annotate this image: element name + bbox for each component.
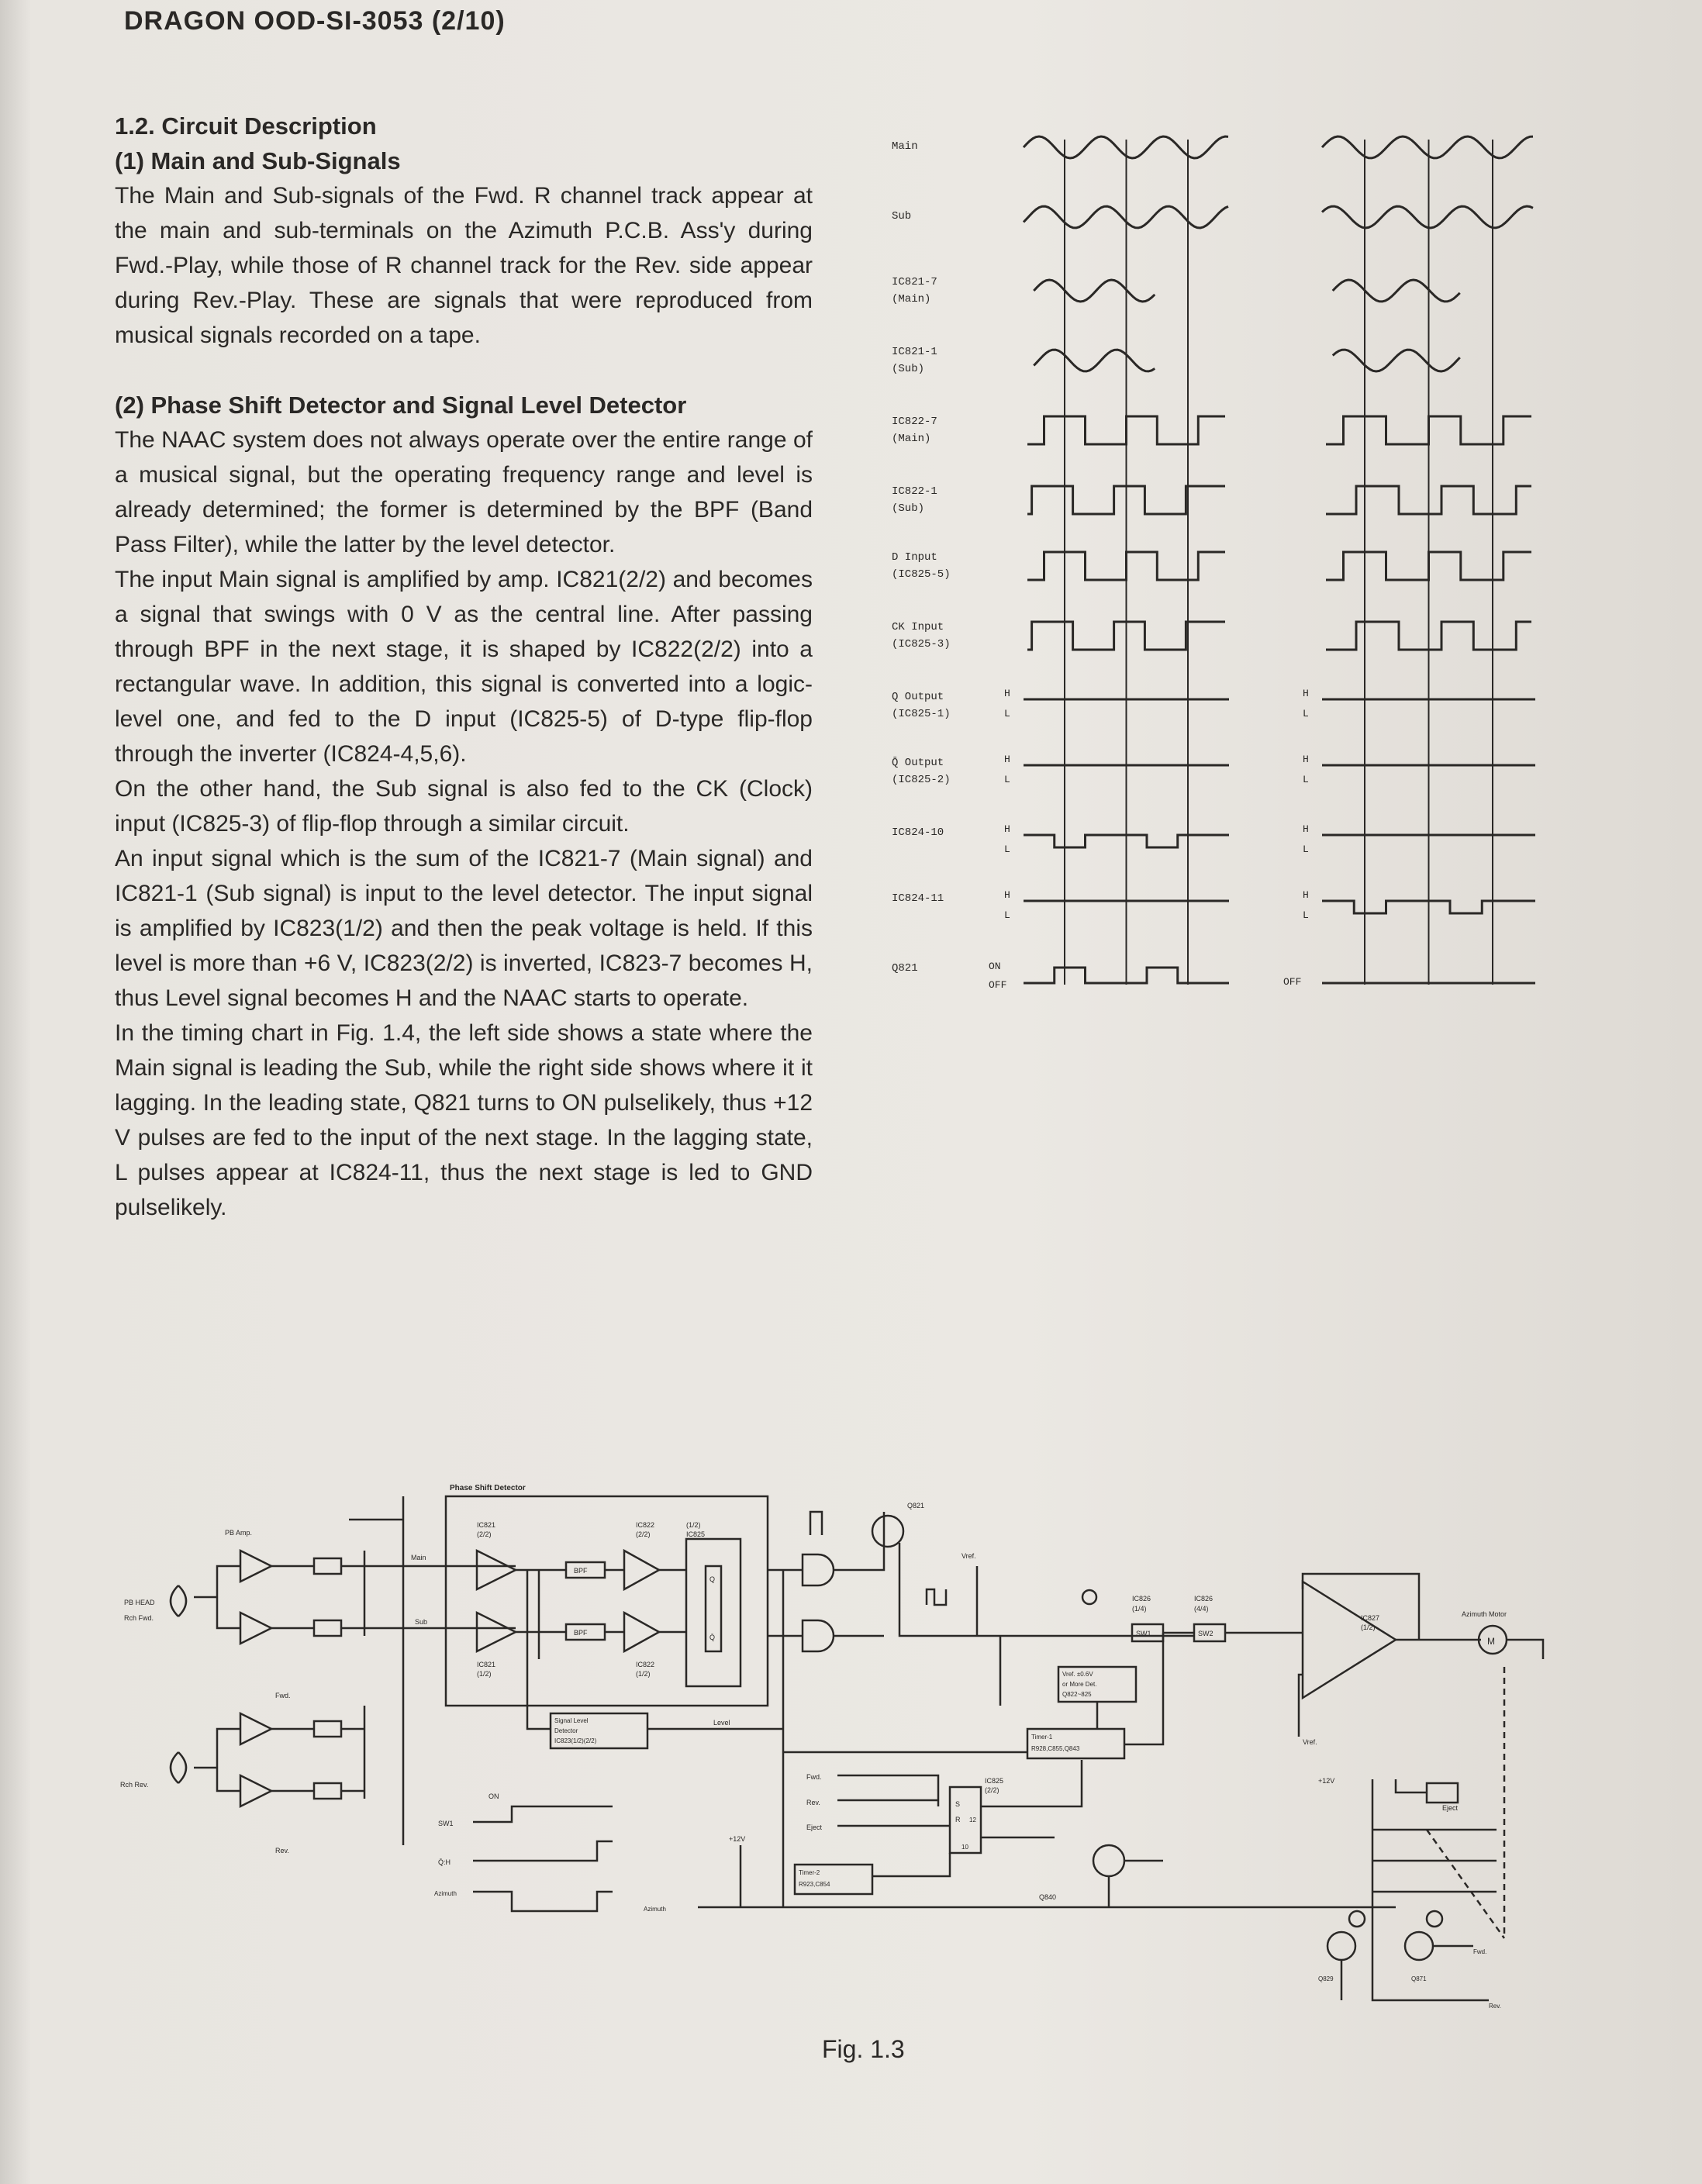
level-label: Level — [713, 1719, 730, 1727]
pb-amp-triangle — [240, 1613, 271, 1644]
eject-input-label: Eject — [806, 1823, 823, 1831]
main-sub-line — [364, 1566, 516, 1628]
pulse-symbol — [927, 1589, 946, 1605]
timing-level-high: H — [1004, 889, 1010, 901]
timing-row-label: Q Output — [892, 691, 944, 703]
fwd-label: Fwd. — [1473, 1948, 1487, 1955]
circuit-schematic — [109, 1473, 1582, 2062]
timing-row-sublabel: (IC825-2) — [892, 774, 951, 786]
led-indicator — [1349, 1911, 1365, 1927]
azimuth-waveform — [473, 1892, 613, 1911]
q821-label: Q821 — [907, 1502, 925, 1509]
ic822-b-part: (1/2) — [636, 1670, 651, 1678]
timing-level-high: H — [1303, 823, 1309, 835]
timing-sine-wave — [1322, 206, 1533, 228]
plus12v-label: +12V — [729, 1835, 746, 1843]
timing-sine-wave — [1333, 280, 1460, 302]
sw1-wave-label: SW1 — [438, 1820, 454, 1827]
timing-row-label: Main — [892, 140, 918, 153]
timing-level-high: H — [1303, 889, 1309, 901]
wire — [194, 1566, 240, 1791]
timing-level-low: L — [1004, 844, 1010, 855]
timer2-label: R923,C854 — [799, 1881, 830, 1888]
timing-row-label: Q821 — [892, 962, 918, 975]
subsection2-title: (2) Phase Shift Detector and Signal Level Detector — [115, 392, 687, 419]
timer2-label: Timer-2 — [799, 1869, 820, 1876]
ic821-a-label: IC821 — [477, 1521, 496, 1529]
paragraph: The NAAC system does not always operate over the entire range of a musical signal, but the operating frequency range and level is already determined; the former is determined by the BPF (Band Pass Filter), while the latter by the level detector. — [115, 427, 813, 557]
pulse-symbol — [810, 1512, 822, 1535]
ic822-a-part: (2/2) — [636, 1530, 651, 1538]
main-label: Main — [411, 1554, 426, 1561]
subsection1-text: The Main and Sub-signals of the Fwd. R channel track appear at the main and sub-terminals on the Azimuth P.C.B. Ass'y during Fwd.-Play, while those of R channel track for the Rev. side appear during Rev.-Play. These are signals that were reproduced from musical signals recorded on a tape. — [115, 183, 813, 348]
rch-rev-label: Rch Rev. — [120, 1781, 149, 1789]
wire — [516, 1570, 686, 1659]
q821-transistor — [872, 1516, 903, 1547]
led-indicator — [1427, 1911, 1442, 1927]
vref-det-label: Q822~825 — [1062, 1691, 1092, 1698]
timing-row-sublabel: (Sub) — [892, 502, 925, 515]
ic826-a-label: IC826 — [1132, 1595, 1151, 1603]
timing-q821-state: OFF — [1283, 976, 1302, 988]
on-label: ON — [489, 1792, 499, 1800]
timing-q821-state: OFF — [989, 979, 1007, 991]
ic827-label: IC827 — [1361, 1614, 1380, 1622]
qbar-pin-label: Q̄ — [709, 1634, 716, 1641]
ic825-a-part: (1/2) — [686, 1521, 701, 1529]
figure-caption: Fig. 1.3 — [822, 2035, 905, 2063]
ic826-a-part: (1/4) — [1132, 1605, 1147, 1613]
ic827-amp — [1303, 1582, 1396, 1698]
fwd-label: Fwd. — [275, 1692, 291, 1699]
timing-square-wave — [1027, 552, 1225, 580]
ic821-a-part: (2/2) — [477, 1530, 492, 1538]
section-title: 1.2. Circuit Description — [115, 112, 377, 140]
vref-label: Vref. — [1303, 1738, 1317, 1746]
timing-row-label: IC822-7 — [892, 416, 937, 428]
phase-shift-detector-label: Phase Shift Detector — [450, 1484, 526, 1492]
timing-level-low: L — [1004, 909, 1010, 921]
timing-square-wave — [1326, 552, 1531, 580]
pb-head-label: PB HEAD — [124, 1599, 155, 1606]
timing-row-sublabel: (IC825-1) — [892, 708, 951, 720]
timing-level-low: L — [1004, 774, 1010, 785]
rch-fwd-label: Rch Fwd. — [124, 1614, 154, 1622]
wire — [349, 1496, 403, 1845]
timing-sine-wave — [1333, 350, 1460, 371]
plus12v-label: +12V — [1318, 1777, 1335, 1785]
ic822-a-label: IC822 — [636, 1521, 655, 1529]
pin10-label: 10 — [961, 1844, 968, 1851]
timing-row-sublabel: (Main) — [892, 433, 931, 445]
switch-box — [314, 1783, 341, 1799]
pb-amp-triangle — [240, 1551, 271, 1582]
timing-sine-wave — [1322, 136, 1533, 158]
pb-amp-triangle — [240, 1713, 271, 1744]
timing-row-label: IC821-1 — [892, 346, 937, 358]
azimuth-label: Azimuth — [644, 1906, 666, 1913]
timing-level-high: H — [1303, 754, 1309, 765]
wire — [271, 1551, 364, 1799]
ic826-b-part: (4/4) — [1194, 1605, 1209, 1613]
wire — [1372, 1779, 1497, 2000]
timing-row-label: Q̄ Output — [892, 757, 944, 769]
timing-row-label: IC824-11 — [892, 892, 944, 905]
paragraph: In the timing chart in Fig. 1.4, the left side shows a state where the Main signal is leading the Sub, while the right side shows where it it lagging. In the leading state, Q821 turns to ON pulselikely, thus +12 V pulses are fed to the input of the next stage. In the lagging state, L pulses appear at IC824-11, thus the next stage is led to GND pulselikely. — [115, 1020, 813, 1220]
eject-relay — [1427, 1783, 1458, 1803]
signal-level-label: Detector — [554, 1727, 578, 1734]
timing-level-high: H — [1004, 754, 1010, 765]
wire — [783, 1633, 1163, 1907]
page-header: DRAGON OOD-SI-3053 (2/10) — [124, 6, 506, 36]
switch-box — [314, 1620, 341, 1636]
qh-waveform — [473, 1841, 613, 1861]
sub-label: Sub — [415, 1618, 428, 1626]
ic825-b-part: (2/2) — [985, 1786, 999, 1794]
pb-head-fwd — [171, 1585, 186, 1616]
wire — [768, 1512, 884, 1706]
motor-symbol: M — [1487, 1636, 1495, 1647]
wire — [1299, 1574, 1481, 1737]
timing-square-wave — [1027, 416, 1225, 444]
test-point — [1082, 1590, 1096, 1604]
ic821-sub-amp — [477, 1613, 516, 1651]
timing-level-low: L — [1303, 844, 1309, 855]
q829-label: Q829 — [1318, 1975, 1334, 1982]
q829-transistor — [1327, 1932, 1355, 1960]
rev-input-label: Rev. — [806, 1799, 820, 1806]
subsection1-title: (1) Main and Sub-Signals — [115, 147, 401, 174]
azimuth-wave-label: Azimuth — [434, 1890, 457, 1897]
timing-square-wave — [1326, 416, 1531, 444]
q871-label: Q871 — [1411, 1975, 1427, 1982]
timer1-label: R928,C855,Q843 — [1031, 1745, 1080, 1752]
timing-level-low: L — [1004, 708, 1010, 719]
timing-sine-wave — [1034, 280, 1155, 302]
timing-row-label: IC824-10 — [892, 826, 944, 839]
timing-sine-wave — [1034, 350, 1155, 371]
timing-row-label: IC821-7 — [892, 276, 937, 288]
wire — [981, 1760, 1082, 1837]
fwd-input-label: Fwd. — [806, 1773, 822, 1781]
bpf-label: BPF — [574, 1567, 588, 1575]
timing-level-high: H — [1004, 688, 1010, 699]
vref-det-label: Vref. ±0.6V — [1062, 1671, 1093, 1678]
q840-transistor — [1093, 1845, 1124, 1876]
q840-label: Q840 — [1039, 1893, 1057, 1901]
ic822-sub — [624, 1613, 659, 1651]
text-column — [115, 109, 813, 1225]
timer1-label: Timer-1 — [1031, 1734, 1053, 1741]
timing-level-low: L — [1303, 708, 1309, 719]
and-gate — [803, 1554, 834, 1585]
timing-row-sublabel: (IC825-5) — [892, 568, 951, 581]
vref-label: Vref. — [961, 1552, 976, 1560]
ic825-b-label: IC825 — [985, 1777, 1004, 1785]
timing-row-label: IC822-1 — [892, 485, 937, 498]
vref-det-label: or More Det. — [1062, 1681, 1097, 1688]
signal-level-label: Signal Level — [554, 1717, 589, 1724]
q871-transistor — [1405, 1932, 1433, 1960]
timing-row-label: D Input — [892, 551, 937, 564]
pb-amp-label: PB Amp. — [225, 1529, 253, 1537]
timing-level-high: H — [1004, 823, 1010, 835]
ic825-a-label: IC825 — [686, 1530, 706, 1538]
timing-chart — [868, 132, 1551, 1078]
timing-row-sublabel: (Main) — [892, 293, 931, 305]
ic821-b-label: IC821 — [477, 1661, 496, 1668]
circuit-schematic-svg — [109, 1473, 1582, 2062]
paragraph: On the other hand, the Sub signal is also fed to the CK (Clock) input (IC825-3) of flip-flop through a similar circuit. — [115, 776, 813, 837]
sw2-label: SW2 — [1198, 1630, 1213, 1637]
timing-row-sublabel: (IC825-3) — [892, 638, 951, 650]
ic822-b-label: IC822 — [636, 1661, 655, 1668]
ic822-main — [624, 1551, 659, 1589]
timing-level-high: H — [1303, 688, 1309, 699]
ic821-b-part: (1/2) — [477, 1670, 492, 1678]
timing-level-low: L — [1303, 774, 1309, 785]
sw1-waveform — [473, 1806, 613, 1822]
timing-row-label: CK Input — [892, 621, 944, 633]
ic826-b-label: IC826 — [1194, 1595, 1213, 1603]
ic827-part: (1/2) — [1361, 1623, 1376, 1631]
wire — [741, 1845, 950, 1907]
eject-label: Eject — [1442, 1804, 1459, 1812]
paragraph: An input signal which is the sum of the IC821-7 (Main signal) and IC821-1 (Sub signal) is input to the level detector. The input signal is amplified by IC823(1/2) and then the peak voltage is held. If this level is more than +6 V, IC823(2/2) is inverted, IC823-7 becomes H, thus Level signal becomes H and the NAAC starts to operate. — [115, 846, 813, 1011]
ic825-flipflop — [686, 1539, 741, 1686]
ic821-main-amp — [477, 1551, 516, 1589]
pin12-label: 12 — [969, 1817, 976, 1823]
wire — [1109, 1861, 1163, 1907]
pb-amp-triangle — [240, 1775, 271, 1806]
rev-label: Rev. — [275, 1847, 289, 1855]
wire — [1507, 1640, 1543, 1659]
timing-q821-state: ON — [989, 961, 1001, 972]
switch-box — [314, 1558, 341, 1574]
signal-level-label: IC823(1/2)(2/2) — [554, 1737, 597, 1744]
sw1-label: SW1 — [1136, 1630, 1151, 1637]
and-gate — [803, 1620, 834, 1651]
qh-wave-label: Q̄:H — [438, 1858, 451, 1866]
azimuth-motor-label: Azimuth Motor — [1462, 1610, 1507, 1618]
r-pin-label: R — [955, 1816, 961, 1823]
timing-level-low: L — [1303, 909, 1309, 921]
switch-box — [314, 1721, 341, 1737]
pb-head-rev — [171, 1752, 186, 1783]
timing-row-label: Sub — [892, 210, 912, 223]
q-pin-label: Q — [709, 1575, 716, 1583]
timing-chart-svg — [868, 132, 1551, 1078]
wire — [837, 1775, 950, 1826]
paragraph: The input Main signal is amplified by amp. IC821(2/2) and becomes a signal that swings with 0 V as the central line. After passing through BPF in the next stage, it is shaped by IC822(2/2) into a rectangular wave. In addition, this signal is converted into a logic-level one, and fed to the D input (IC825-5) of D-type flip-flop through the inverter (IC824-4,5,6). — [115, 567, 813, 767]
rev-label: Rev. — [1489, 2003, 1501, 2010]
timing-row-sublabel: (Sub) — [892, 363, 925, 375]
bpf-label: BPF — [574, 1629, 588, 1637]
s-pin-label: S — [955, 1800, 961, 1808]
